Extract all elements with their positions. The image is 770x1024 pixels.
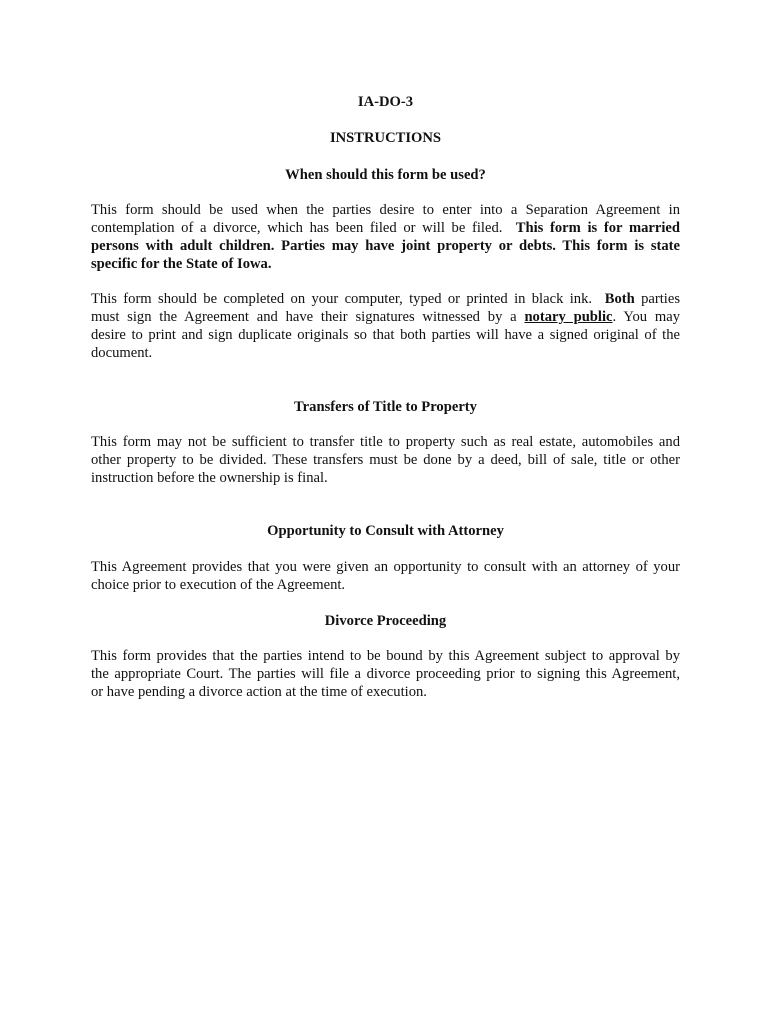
section-title-transfers: Transfers of Title to Property	[294, 399, 477, 415]
paragraph-line: This form should be used when the parties desire to enter into a Separation Agreement in	[91, 202, 680, 218]
section-title-divorce: Divorce Proceeding	[324, 613, 447, 629]
form-id: IA-DO-3	[357, 94, 414, 110]
bold-text-run: persons with adult children. Parties may have joint property or debts. This form is state	[91, 238, 680, 254]
paragraph-line: instruction before the ownership is final.	[91, 470, 328, 486]
section-title-when: When should this form be used?	[285, 167, 486, 183]
text-run: This form should be completed on your computer, typed or printed in black ink.	[91, 291, 593, 307]
paragraph-line: This form provides that the parties intend to be bound by this Agreement subject to approval by	[91, 648, 680, 664]
paragraph-when-usage	[91, 201, 680, 273]
text-run: . You may	[612, 309, 680, 325]
document-page	[91, 0, 680, 1024]
paragraph-line	[91, 255, 680, 273]
paragraph-line: desire to print and sign duplicate originals so that both parties will have a signed original of the	[91, 327, 680, 343]
paragraph-line: other property to be divided. These transfers must be done by a deed, bill of sale, title or other	[91, 452, 680, 468]
paragraph-line: choice prior to execution of the Agreement.	[91, 577, 346, 593]
paragraph-line	[91, 290, 680, 308]
paragraph-line	[91, 219, 680, 237]
text-run: contemplation of a divorce, which has been filed or will be filed.	[91, 220, 503, 236]
paragraph-line: This Agreement provides that you were given an opportunity to consult with an attorney of your	[91, 559, 680, 575]
paragraph-completion	[91, 290, 680, 362]
instructions-heading: INSTRUCTIONS	[329, 130, 442, 146]
section-title-attorney: Opportunity to Consult with Attorney	[267, 523, 504, 539]
bold-text-run: Both	[604, 291, 635, 307]
text-run: parties	[641, 291, 680, 307]
paragraph-attorney	[91, 558, 680, 594]
paragraph-line	[91, 308, 680, 326]
paragraph-divorce	[91, 647, 680, 701]
bold-text-run: specific for the State of Iowa.	[91, 256, 272, 272]
notary-public-link: notary public	[524, 309, 613, 325]
paragraph-line: or have pending a divorce action at the time of execution.	[91, 684, 427, 700]
paragraph-line	[91, 237, 680, 255]
bold-text-run: This form is for married	[515, 220, 681, 236]
paragraph-line: the appropriate Court. The parties will file a divorce proceeding prior to signing this Agreement,	[91, 666, 680, 682]
paragraph-transfers	[91, 433, 680, 487]
paragraph-line: document.	[91, 345, 153, 361]
paragraph-line: This form may not be sufficient to transfer title to property such as real estate, automobiles and	[91, 434, 680, 450]
text-run: must sign the Agreement and have their signatures witnessed by a	[91, 309, 517, 325]
